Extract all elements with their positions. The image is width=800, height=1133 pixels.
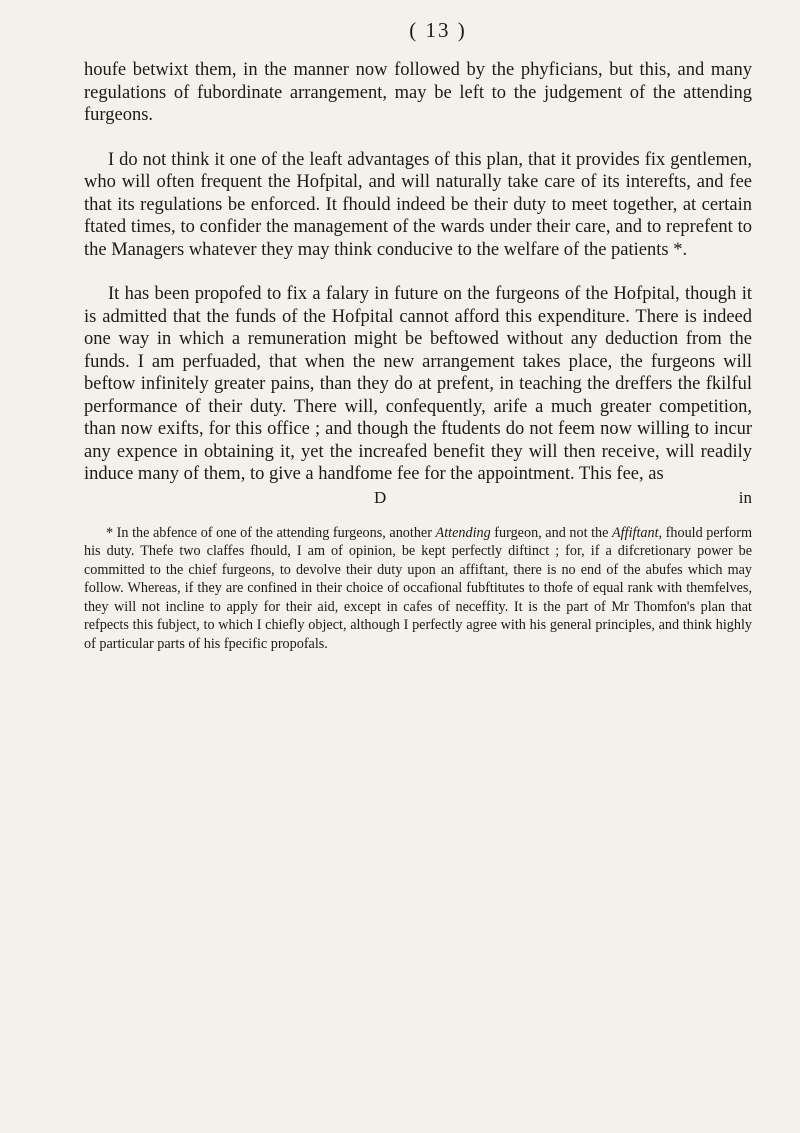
page-number: ( 13 )	[409, 18, 467, 42]
paragraph-continuation: houfe betwixt them, in the manner now followed by the phyficians, but this, and many regulations of fubordinate arrangement, may be left to the judgement of the attending furgeons.	[84, 60, 752, 125]
footnote	[84, 524, 752, 654]
footnote-italic-attending: Attending	[435, 524, 491, 541]
footnote-text-2: furgeon, and not the	[490, 524, 613, 541]
footnote-text-1: * In the abfence of one of the attending furgeons, another	[106, 524, 436, 541]
paragraph-salary: It has been propofed to fix a falary in future on the furgeons of the Hofpital, though it is admitted that the funds of the Hofpital cannot afford this expenditure. There is indeed one way in which a remuneration might be beftowed without any deduction from the funds. I am perfuaded, that when the new arrangement takes place, the furgeons will beftow infinitely greater pains, than they do at prefent, in teaching the dreffers the fkilful performance of their duty. There will, confequently, arife a much greater competition, than now exifts, for this office ; and though the ftudents do not feem now willing to incur any expence in obtaining it, yet the increafed benefit they will then receive, will readily induce many of them, to give a handfome fee for the appointment. This fee, as	[84, 284, 752, 484]
signature-line	[84, 488, 752, 508]
footnote-italic-assistant: Affiftant	[612, 524, 659, 541]
catchword: in	[738, 487, 752, 507]
book-page	[84, 18, 752, 668]
paragraph-advantages: I do not think it one of the leaft advantages of this plan, that it provides fix gentlemen, who will often frequent the Hofpital, and will naturally take care of its interefts, and fee that its regulations be enforced. It fhould indeed be their duty to meet together, at certain ftated times, to confider the management of the wards under their care, and to reprefent to the Managers whatever they may think conducive to the welfare of the patients *.	[84, 149, 752, 260]
footnote-text-3: , fhould perform his duty. Thefe two claffes fhould, I am of opinion, be kept perfectly diftinct ; for, if a difcretionary power be committed to the chief furgeons, to devolve their duty upon an affiftant, there is no end of the abufes which may follow. Whereas, if they are confined in their choice of occafional fubftitutes to thofe of equal rank with themfelves, they will not incline to apply for their aid, except in cafes of neceffity. It is the part of Mr Thomfon's plan that refpects this fubject, to which I chiefly object, although I perfectly agree with his general principles, and think highly of particular parts of his fpecific propofals.	[84, 524, 752, 653]
signature-mark: D	[374, 487, 387, 507]
